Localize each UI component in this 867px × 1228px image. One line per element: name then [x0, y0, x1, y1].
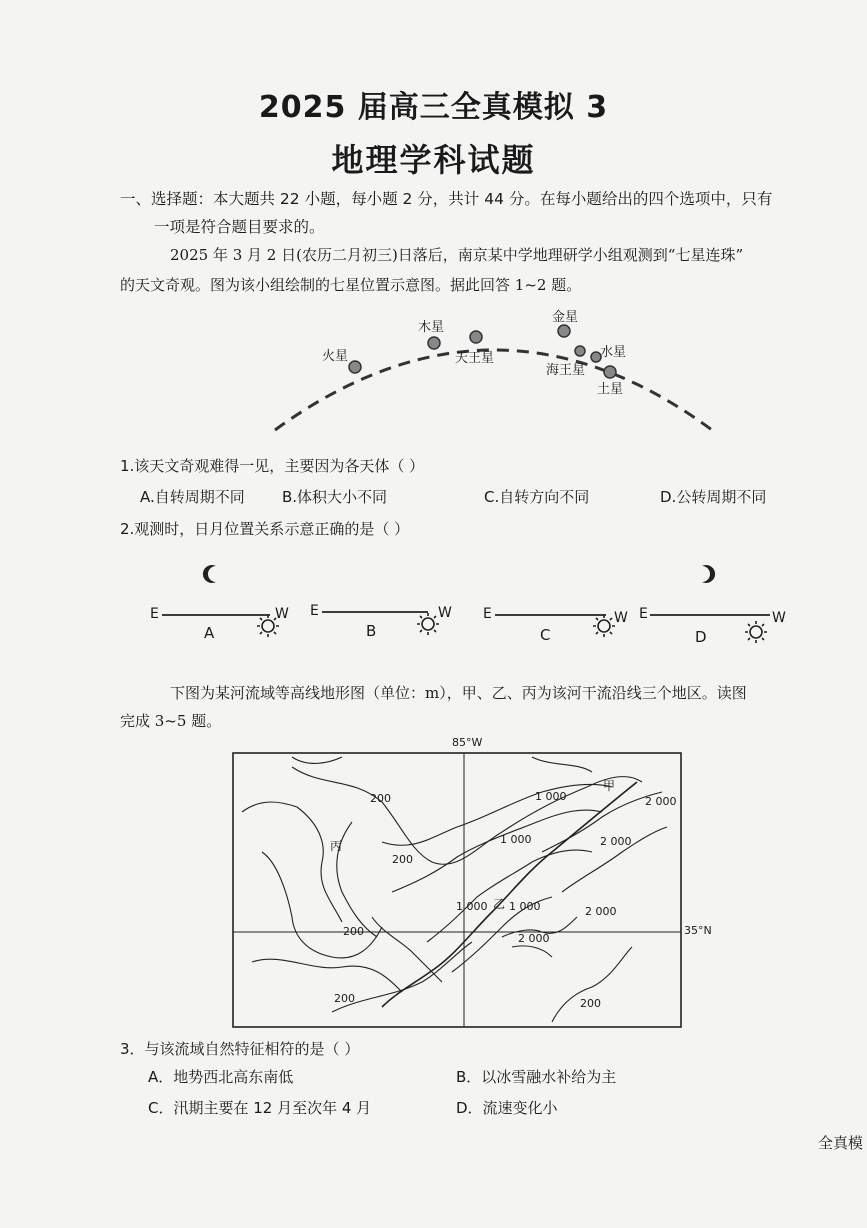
q3-option-c[interactable]: C．汛期主要在 12 月至次年 4 月 — [148, 1099, 372, 1117]
map-latitude-label: 35°N — [684, 924, 712, 937]
q3-option-a[interactable]: A．地势西北高东南低 — [148, 1068, 294, 1086]
q2-figure-label-b[interactable]: B — [366, 622, 377, 640]
contour-lines — [242, 757, 667, 1022]
q1-option-a[interactable]: A.自转周期不同 — [140, 488, 245, 506]
q3-option-b[interactable]: B．以冰雪融水补给为主 — [456, 1068, 617, 1086]
saturn-dot — [604, 366, 616, 378]
planet-label-mars: 火星 — [322, 349, 349, 364]
jupiter-dot — [428, 337, 440, 349]
exam-subtitle: 地理学科试题 — [331, 141, 536, 179]
contour-label-200-se: 200 — [580, 997, 601, 1010]
q1-option-d[interactable]: D.公转周期不同 — [660, 488, 767, 506]
section-instruction-line2: 一项是符合题目要求的。 — [154, 218, 325, 236]
planet-label-neptune: 海王星 — [546, 363, 586, 378]
contour-label-1000-e: 1 000 — [509, 900, 541, 913]
moon-icon-c — [596, 590, 616, 600]
east-label-c: E — [483, 606, 492, 622]
region-label-bing: 丙 — [330, 839, 343, 853]
west-label-b: W — [438, 605, 452, 621]
contour-label-200-w: 200 — [343, 925, 364, 938]
q1-option-b[interactable]: B.体积大小不同 — [282, 488, 388, 506]
sun-icon-b — [417, 613, 439, 635]
west-label-a: W — [275, 606, 289, 622]
contour-label-1000-w: 1 000 — [456, 900, 488, 913]
region-label-jia: 甲 — [603, 779, 616, 793]
contour-map — [232, 752, 684, 1030]
planet-label-jupiter: 木星 — [418, 320, 445, 335]
region-label-yi: 乙 — [493, 897, 506, 911]
contour-label-200-center: 200 — [392, 853, 413, 866]
east-label-b: E — [310, 603, 319, 619]
contour-label-2000-e: 2 000 — [600, 835, 632, 848]
passage1-line1: 2025 年 3 月 2 日(农历二月初三)日落后，南京某中学地理研学小组观测到“七星连珠” — [170, 246, 744, 264]
passage1-line2: 的天文奇观。图为该小组绘制的七星位置示意图。据此回答 1~2 题。 — [120, 276, 582, 294]
planet-label-mercury: 水星 — [600, 345, 627, 360]
passage2-line2: 完成 3~5 题。 — [120, 712, 222, 730]
contour-label-200-sw: 200 — [334, 992, 355, 1005]
map-longitude-label: 85°W — [452, 736, 483, 749]
contour-label-1000-center: 1 000 — [500, 833, 532, 846]
q2-figure-label-a[interactable]: A — [204, 624, 215, 642]
contour-label-2000-ne: 2 000 — [645, 795, 677, 808]
passage2-line1: 下图为某河流域等高线地形图（单位：m），甲、乙、丙为该河干流沿线三个地区。读图 — [170, 684, 747, 702]
planet-label-saturn: 土星 — [597, 382, 624, 397]
mercury-dot — [575, 346, 585, 356]
q2-stem: 2.观测时，日月位置关系示意正确的是（ ） — [120, 520, 410, 538]
uranus-dot — [470, 331, 482, 343]
map-frame — [233, 753, 681, 1027]
sun-icon-d — [745, 621, 767, 643]
moon-icon-d — [702, 565, 715, 583]
q3-option-d[interactable]: D．流速变化小 — [456, 1099, 558, 1117]
venus-dot — [558, 325, 570, 337]
planet-alignment-figure — [260, 305, 730, 440]
west-label-c: W — [614, 610, 628, 626]
q3-stem: 3．与该流域自然特征相符的是（ ） — [120, 1040, 360, 1058]
q1-option-c[interactable]: C.自转方向不同 — [484, 488, 590, 506]
contour-label-1000-n: 1 000 — [535, 790, 567, 803]
contour-label-200-nw: 200 — [370, 792, 391, 805]
sun-icon-c — [593, 615, 615, 637]
west-label-d: W — [772, 610, 786, 626]
q1-stem: 1.该天文奇观难得一见，主要因为各天体（ ） — [120, 457, 425, 475]
section-instruction-line1: 一、选择题：本大题共 22 小题，每小题 2 分，共计 44 分。在每小题给出的四个选项中，只有 — [120, 190, 773, 208]
mars-dot — [349, 361, 361, 373]
moon-icon-b — [416, 590, 436, 600]
exam-title: 2025 届高三全真模拟 3 — [258, 90, 609, 125]
contour-label-2000-se: 2 000 — [585, 905, 617, 918]
east-label-d: E — [639, 606, 648, 622]
east-label-a: E — [150, 606, 159, 622]
planet-label-uranus: 天王星 — [455, 351, 495, 366]
footer-edge-text: 全真模 — [818, 1134, 864, 1152]
planet-label-venus: 金星 — [552, 310, 579, 325]
contour-label-2000-s: 2 000 — [518, 932, 550, 945]
q2-figure-label-d[interactable]: D — [695, 628, 707, 646]
q2-figure-label-c[interactable]: C — [540, 626, 551, 644]
moon-icon-a — [203, 565, 216, 583]
